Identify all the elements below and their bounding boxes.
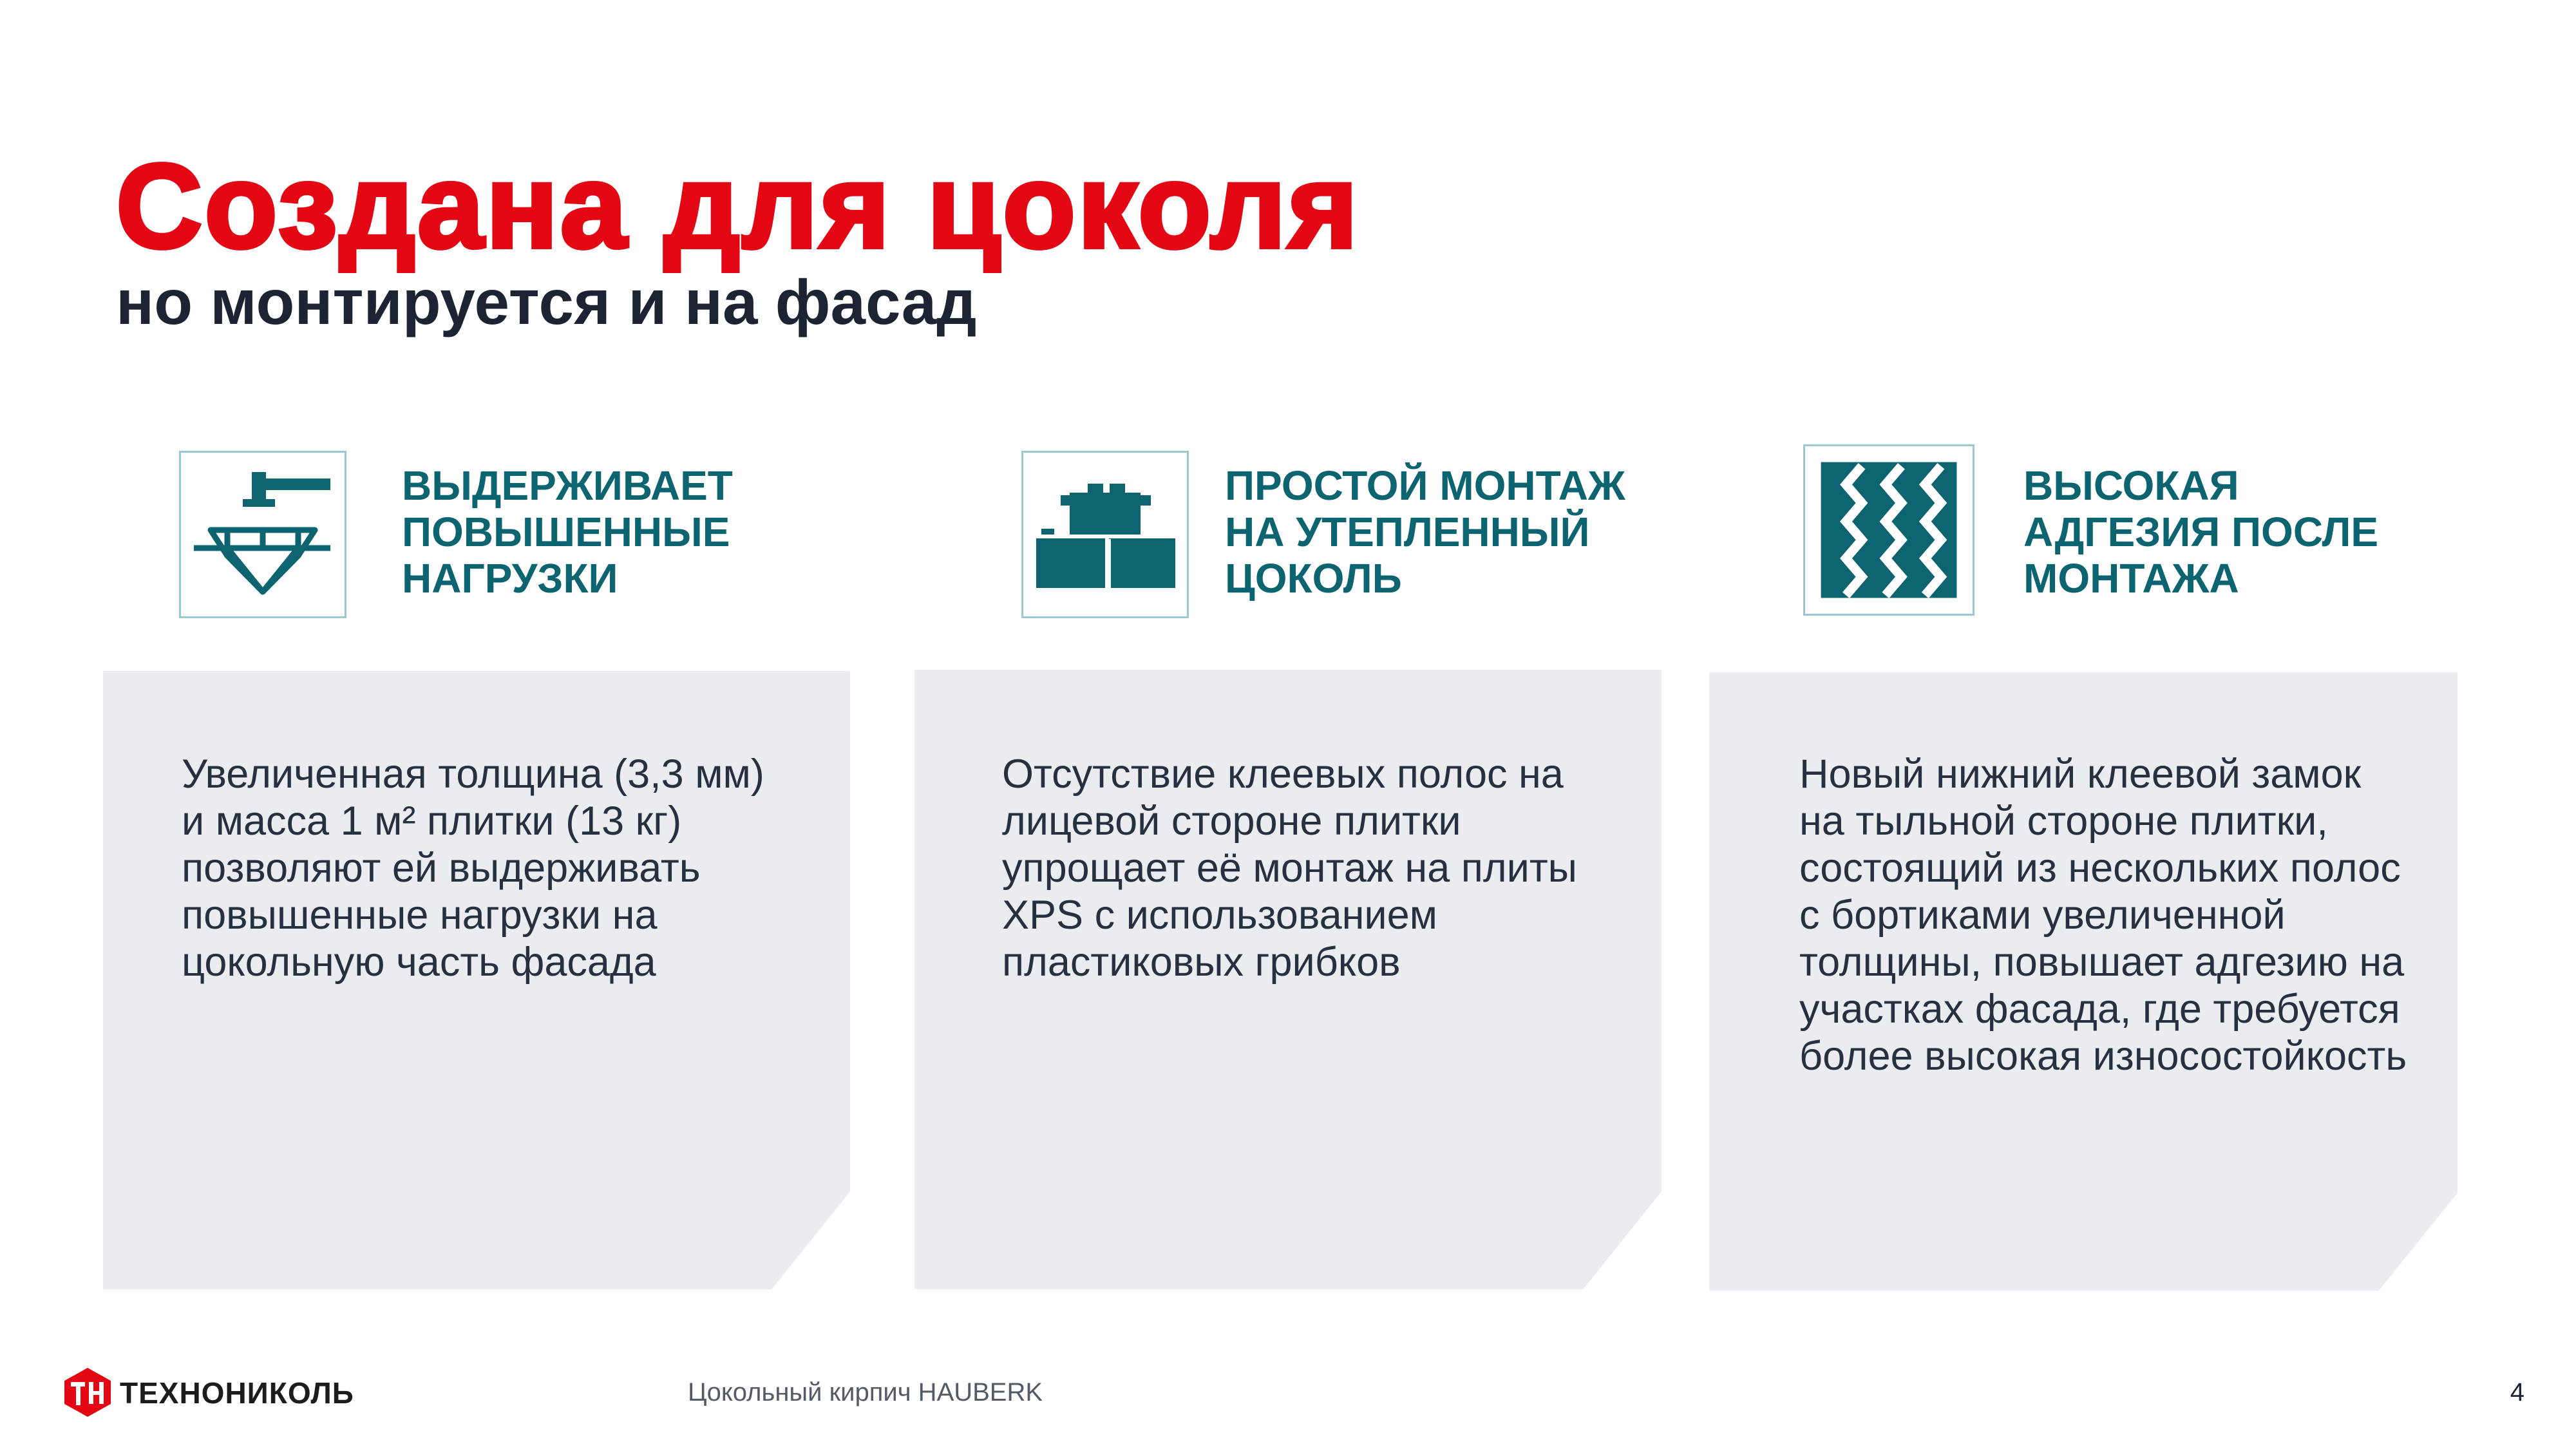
slide-title: Создана для цоколя — [116, 140, 1360, 273]
feature-text-mount: Отсутствие клеевых полос на лицевой стороне плитки упрощает её монтаж на плиты XPS с использованием пластиковых грибков — [1002, 752, 1577, 985]
zigzag-adhesion-icon — [1805, 446, 1973, 614]
feature-text-adhesion: Новый нижний клеевой замок на тыльной стороне плитки, состоящий из нескольких полос с бортиками увеличенной толщины, повышает адгезию на участках фасада, где требуется более высокая износостойкость — [1799, 752, 2407, 1079]
feature-text-load: Увеличенная толщина (3,3 мм) и масса 1 м² плитки (13 кг) позволяют ей выдерживать повышенные нагрузки на цокольную часть фасада — [182, 752, 764, 985]
slide-subtitle: но монтируется и на фасад — [116, 267, 977, 337]
feature-title-load: ВЫДЕРЖИВАЕТ ПОВЫШЕННЫЕ НАГРУЗКИ — [402, 462, 733, 601]
feature-title-adhesion: ВЫСОКАЯ АДГЕЗИЯ ПОСЛЕ МОНТАЖА — [2023, 462, 2379, 601]
brand-name: ТЕХНОНИКОЛЬ — [120, 1376, 354, 1410]
feature-icon-box-adhesion — [1803, 444, 1975, 616]
feature-icon-box-load — [179, 451, 346, 618]
tn-logo-icon — [62, 1367, 113, 1418]
footer-caption: Цокольный кирпич HAUBERK — [688, 1378, 1043, 1406]
stacked-blocks-icon — [1023, 453, 1187, 616]
feature-title-mount: ПРОСТОЙ МОНТАЖ НА УТЕПЛЕННЫЙ ЦОКОЛЬ — [1225, 462, 1625, 601]
feature-icon-box-mount — [1021, 451, 1189, 618]
hammer-diamond-icon — [181, 453, 345, 616]
page-number: 4 — [2510, 1378, 2524, 1406]
